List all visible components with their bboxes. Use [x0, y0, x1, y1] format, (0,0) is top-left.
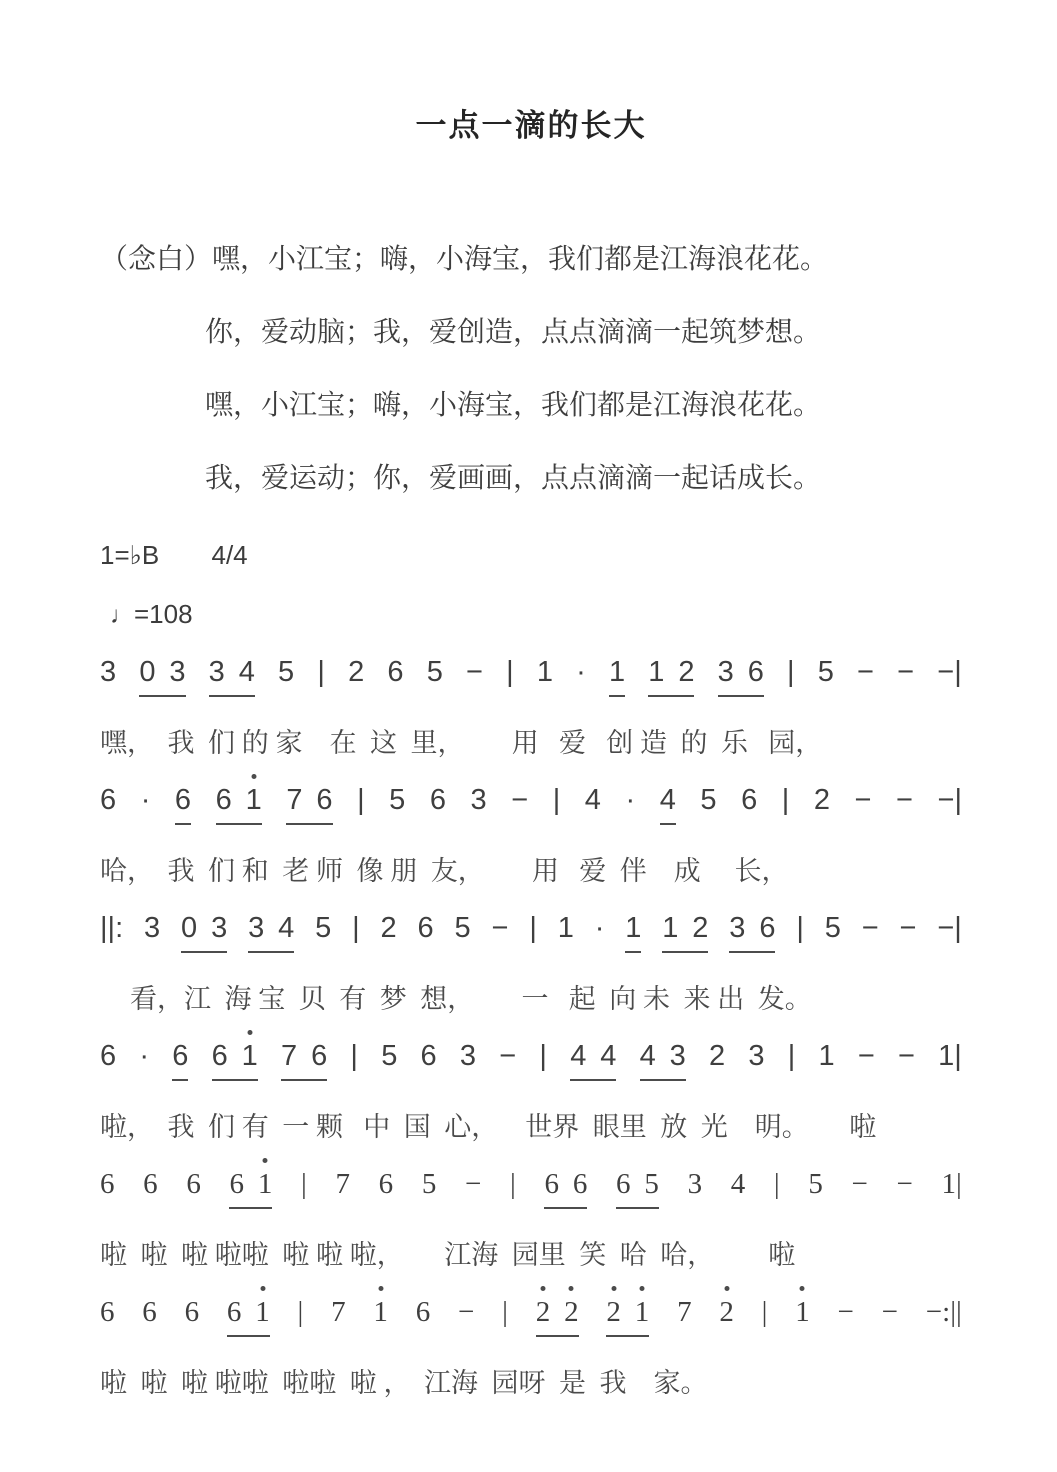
lyrics-row: 看，江 海 宝 贝 有 梦 想， 一 起 向 未 来 出 发。 [130, 984, 812, 1014]
note: 3 [470, 784, 487, 816]
duration-dot: · [625, 784, 636, 816]
dash-hold: − [466, 656, 483, 688]
note: 7 6 [286, 784, 332, 825]
note: 6 6 [544, 1168, 587, 1209]
spoken-line [100, 383, 962, 423]
dash-hold: − [464, 1168, 482, 1200]
note: 5 [700, 784, 717, 816]
barline: | [317, 656, 325, 688]
note: 6 [172, 1040, 188, 1081]
note: 5 [389, 784, 406, 816]
note: 3 [144, 912, 161, 944]
note: 2 2 [536, 1296, 579, 1337]
dash-hold: − [851, 1168, 868, 1200]
note: 5 [454, 912, 471, 944]
note: 4 [660, 784, 676, 825]
dash-hold: − [896, 784, 913, 816]
spoken-line [100, 310, 962, 350]
note: 5 [421, 1168, 437, 1200]
barline: | [297, 1296, 304, 1328]
barline: | [509, 1168, 516, 1200]
barline: | [357, 784, 365, 816]
duration-dot: · [139, 1040, 150, 1072]
dash-hold: − [861, 912, 879, 944]
barline: | [352, 912, 360, 944]
spoken-label: （念白） [100, 244, 213, 275]
note: 6 [184, 1296, 200, 1328]
note: 6 [100, 1168, 115, 1200]
score-line-5 [100, 1168, 962, 1272]
barline: | [761, 1296, 768, 1328]
note: 6 1 [212, 1040, 258, 1081]
spoken-line [100, 456, 962, 496]
note: 2 [709, 1040, 726, 1072]
dash-hold: − [511, 784, 529, 816]
barline: | [552, 784, 561, 816]
note: 3 [459, 1040, 477, 1072]
note: 6 [741, 784, 758, 816]
note: 3 [748, 1040, 765, 1072]
note: 1 [625, 912, 641, 953]
barline: 1| [938, 1040, 962, 1072]
note: 6 1 [216, 784, 262, 825]
note: 1 2 [662, 912, 708, 953]
barline: | [529, 912, 537, 944]
note: 4 3 [640, 1040, 686, 1081]
note: 6 [100, 784, 117, 816]
note: 6 [429, 784, 446, 816]
note: 2 [348, 656, 365, 688]
notation-row [100, 656, 962, 697]
note: 6 [186, 1168, 201, 1200]
note: 3 6 [718, 656, 764, 697]
note: 7 [331, 1296, 346, 1328]
note: 1 2 [648, 656, 694, 697]
note: 6 [415, 1296, 431, 1328]
tempo-line [110, 599, 962, 630]
dash-hold: − [898, 1040, 915, 1072]
spoken-line [100, 237, 962, 277]
barline: −| [937, 656, 962, 688]
note: 1 [609, 656, 625, 697]
song-title: 一点一滴的长大 [415, 108, 647, 143]
dash-hold: − [899, 912, 917, 944]
note: 6 [142, 1296, 157, 1328]
note: 2 [380, 912, 397, 944]
barline: 1| [941, 1168, 962, 1200]
note: 6 [420, 1040, 437, 1072]
spoken-intro-block [100, 237, 962, 496]
barline: | [350, 1040, 358, 1072]
spoken-text: 你，爱动脑；我，爱创造，点点滴滴一起筑梦想。 [205, 317, 822, 348]
note: 2 [719, 1296, 734, 1328]
barline: | [787, 1040, 796, 1072]
note: 5 [381, 1040, 398, 1072]
quarter-note-icon: ♩ [110, 602, 134, 629]
note: 6 [387, 656, 404, 688]
dash-hold: − [857, 1040, 875, 1072]
notation-row [100, 912, 962, 953]
note: 6 [143, 1168, 158, 1200]
barline: | [787, 656, 795, 688]
note: 3 [100, 656, 117, 688]
dash-hold: − [457, 1296, 475, 1328]
note: 6 [417, 912, 434, 944]
lyrics-row: 哈， 我 们 和 老 师 像 朋 友， 用 爱 伴 成 长， [100, 856, 789, 886]
note: 5 [824, 912, 841, 944]
note: 6 1 [227, 1296, 270, 1337]
repeat-barline: ||: [100, 912, 124, 944]
note: 1 [795, 1296, 810, 1328]
note: 7 6 [281, 1040, 327, 1081]
lyrics-row: 啦， 我 们 有 一 颗 中 国 心， 世界 眼里 放 光 明。 啦 [100, 1112, 877, 1142]
note: 6 [100, 1296, 115, 1328]
note: 5 [426, 656, 443, 688]
barline: −| [937, 784, 962, 816]
dash-hold: − [854, 784, 872, 816]
note: 0 3 [181, 912, 227, 953]
lyrics-row: 啦 啦 啦 啦啦 啦 啦 啦， 江海 园里 笑 哈 哈， 啦 [100, 1240, 796, 1270]
note: 6 [175, 784, 191, 825]
dash-hold: − [499, 1040, 517, 1072]
barline: | [796, 912, 804, 944]
note: 5 [315, 912, 332, 944]
spoken-text: 我，爱运动；你，爱画画，点点滴滴一起话成长。 [205, 463, 822, 494]
note: 3 [687, 1168, 703, 1200]
note: 2 [813, 784, 830, 816]
duration-dot: · [594, 912, 605, 944]
note: 6 [378, 1168, 394, 1200]
tempo-value: =108 [134, 599, 193, 629]
repeat-barline: −:|| [925, 1296, 962, 1328]
lyrics-row: 啦 啦 啦 啦啦 啦啦 啦 ， 江海 园呀 是 我 家。 [100, 1368, 708, 1398]
barline: | [781, 784, 790, 816]
score-line-3 [100, 912, 962, 1016]
note: 1 [818, 1040, 835, 1072]
barline: | [506, 656, 514, 688]
key-time-line [100, 540, 962, 571]
dash-hold: − [881, 1296, 899, 1328]
key-signature: 1=♭B [100, 540, 160, 570]
barline: | [301, 1168, 307, 1200]
note: 2 1 [606, 1296, 649, 1337]
barline: −| [937, 912, 962, 944]
notation-row [100, 1168, 962, 1209]
note: 5 [817, 656, 834, 688]
time-signature: 4/4 [211, 540, 248, 570]
barline: | [502, 1296, 508, 1328]
dash-hold: − [491, 912, 509, 944]
score-line-1 [100, 656, 962, 760]
note: 0 3 [139, 656, 185, 697]
note: 5 [278, 656, 295, 688]
barline: | [539, 1040, 547, 1072]
note: 6 [100, 1040, 117, 1072]
note: 3 4 [209, 656, 255, 697]
score-line-6 [100, 1296, 962, 1400]
note: 4 [584, 784, 601, 816]
note: 7 [677, 1296, 692, 1328]
note: 4 4 [570, 1040, 616, 1081]
note: 5 [808, 1168, 823, 1200]
lyrics-row: 嘿， 我 们 的 家 在 这 里， 用 爱 创 造 的 乐 园， [100, 728, 823, 758]
dash-hold: − [837, 1296, 854, 1328]
note: 1 [557, 912, 574, 944]
note: 6 5 [616, 1168, 659, 1209]
duration-dot: · [140, 784, 151, 816]
note: 6 1 [229, 1168, 272, 1209]
note: 3 4 [248, 912, 294, 953]
notation-row [100, 1296, 962, 1337]
note: 1 [373, 1296, 388, 1328]
barline: | [773, 1168, 780, 1200]
dash-hold: − [897, 656, 915, 688]
dash-hold: − [857, 656, 874, 688]
dash-hold: − [896, 1168, 913, 1200]
duration-dot: · [576, 656, 586, 688]
spoken-text: 嘿，小江宝；嗨，小海宝，我们都是江海浪花花。 [212, 244, 829, 275]
note: 1 [536, 656, 553, 688]
note: 3 6 [729, 912, 775, 953]
note: 7 [335, 1168, 350, 1200]
score-line-4 [100, 1040, 962, 1144]
notation-row [100, 1040, 962, 1081]
score-line-2 [100, 784, 962, 888]
notation-row [100, 784, 962, 825]
note: 4 [730, 1168, 746, 1200]
spoken-text: 嘿，小江宝；嗨，小海宝，我们都是江海浪花花。 [205, 390, 822, 421]
